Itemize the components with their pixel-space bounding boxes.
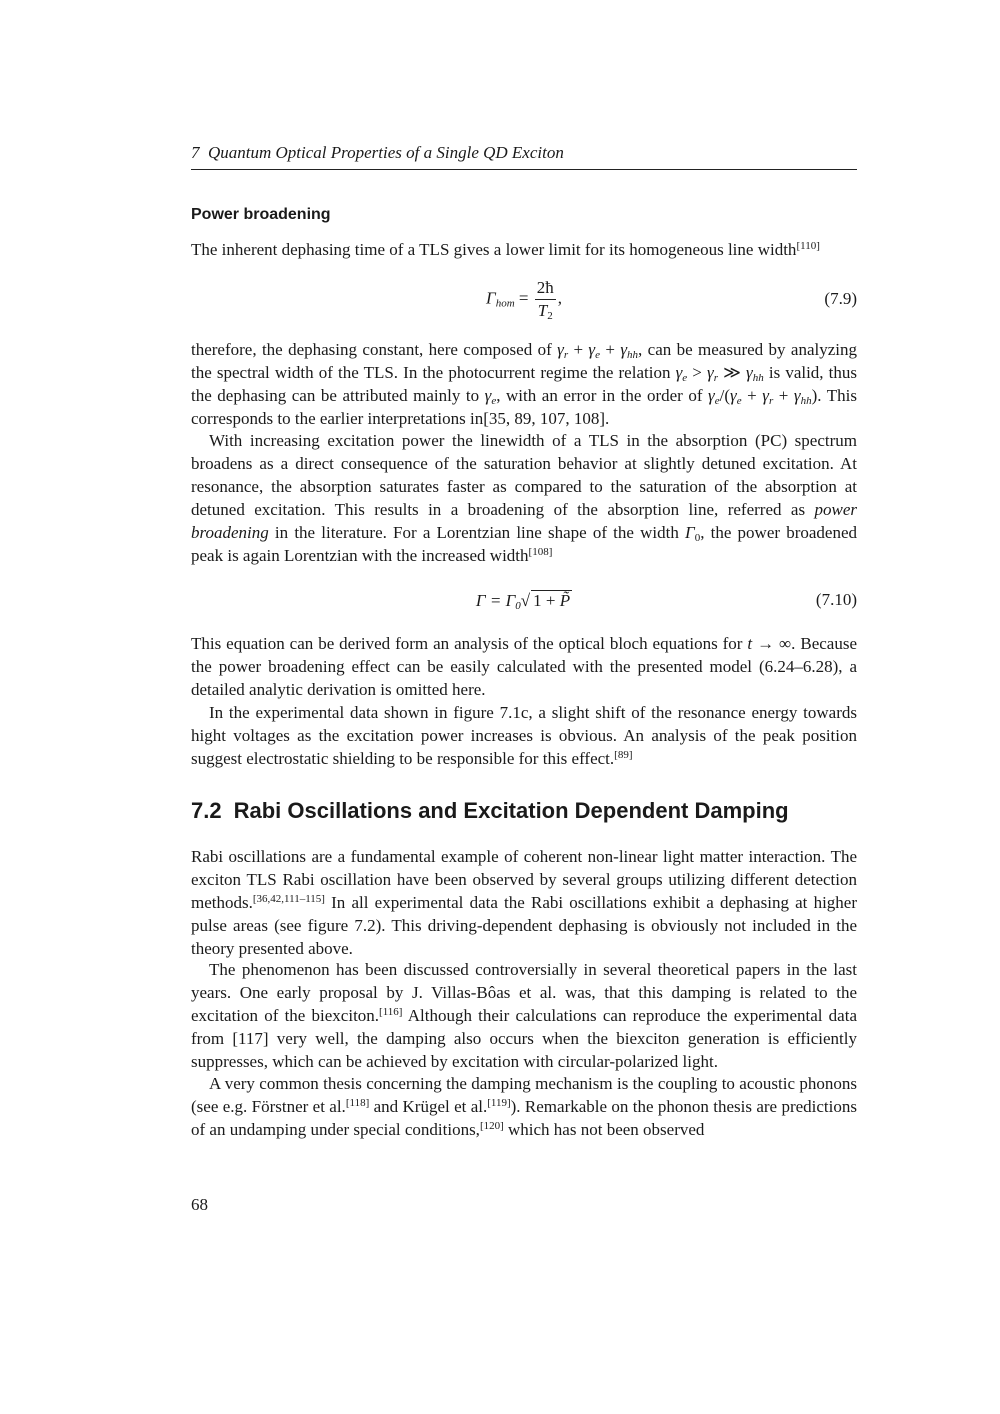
citation: [118]	[345, 1097, 370, 1109]
citation: [36,42,111–115]	[252, 893, 325, 905]
citation: [89]	[614, 749, 633, 761]
text-run: therefore, the dephasing constant, here composed of	[191, 340, 558, 359]
text-run: , with an error in the order of	[496, 386, 709, 405]
emphasis: power broadening	[191, 500, 857, 542]
eq-7-9-numerator: 2ħ	[535, 277, 556, 300]
text-run: in the literature. For a Lorentzian line shape of the width	[268, 523, 686, 542]
text-run: is valid, thus the dephasing can be attributed mainly to	[191, 363, 858, 405]
text-run: The phenomenon has been discussed controversially in several theoretical papers in the last years. One early proposal by J. Villas-Bôas et al. was, that this damping is related to the excitation of the biexciton.	[191, 960, 857, 1025]
page-number: 68	[191, 1195, 208, 1214]
paragraph-1	[191, 238, 857, 261]
text-run: With increasing excitation power the linewidth of a TLS in the absorption (PC) spectrum broadens as a direct consequence of the saturation behavior at slightly detuned excitation. At resonance, the absorption saturates faster as compared to the saturation of the absorption at detuned excitation. This results in a broadening of the absorption line, referred as	[191, 431, 857, 519]
text-run: , the power broadened peak is again Lorentzian with the increased width	[191, 523, 857, 565]
running-header	[191, 143, 857, 170]
text-run: , can be measured by analyzing the spectral width of the TLS. In the photocurrent regime the relation	[191, 340, 857, 382]
eq-7-9-lhs-sub: hom	[495, 297, 515, 310]
equation-number: (7.9)	[824, 289, 857, 308]
citation: [119]	[487, 1097, 511, 1109]
paragraph-7	[191, 958, 857, 1073]
text-run: . This corresponds to the earlier interpretations in[35, 89, 107, 108].	[191, 386, 857, 428]
section-heading	[191, 798, 789, 824]
citation: [110]	[796, 240, 820, 252]
paragraph-2: therefore, the dephasing constant, here composed of $\gamma_r + \gamma_e + \gamma_{hh}$, can be measured by analyzing the spectral width of the TLS. In the photocurrent regime the relation $\gamma_e > \gamma_r$ ≫ $\gamma_{hh}$ is valid, thus the dephasing can be attributed mainly to $\gamma_e$, with an error in the order of $\gamma_e/(\gamma_e + \gamma_r + \gamma_{hh})$. This corresponds to the earlier interpretations in[35, 89, 107, 108].	[191, 340, 858, 428]
section-number: 7.2	[191, 798, 222, 823]
paragraph-6	[191, 845, 857, 960]
text-run: In all experimental data the Rabi oscillations exhibit a dephasing at higher pulse areas (see figure 7.2). This driving-dependent dephasing is obviously not included in the theory presented above.	[191, 893, 857, 958]
paragraph-3: With increasing excitation power the linewidth of a TLS in the absorption (PC) spectrum broadens as a direct consequence of the saturation behavior at slightly detuned excitation. At resonance, the absorption saturates faster as compared to the saturation of the absorption at detuned excitation. This results in a broadening of the absorption line, referred as power broadening in the literature. For a Lorentzian line shape of the width $\Gamma_0$, the power broadened peak is again Lorentzian with the increased width[108]	[191, 431, 857, 565]
citation: [120]	[479, 1120, 504, 1132]
eq-7-9-fraction	[535, 277, 556, 322]
text-run: which has not been observed	[503, 1120, 705, 1139]
running-header-title: Quantum Optical Properties of a Single QD Exciton	[208, 143, 564, 162]
text-run: A very common thesis concerning the damping mechanism is the coupling to acoustic phonons (see e.g. Förstner et al.	[191, 1074, 857, 1116]
subsection-heading: Power broadening	[191, 206, 331, 223]
citation: [108]	[528, 546, 553, 558]
eq-7-9-denominator-sub: 2	[547, 310, 553, 322]
text-run: Although their calculations can reproduce the experimental data from [117] very well, the damping also occurs when the biexciton generation is efficiently suppresses, which can be achieved by excitation with circular-polarized light.	[191, 1006, 857, 1071]
text-run: In the experimental data shown in figure 7.1c, a slight shift of the resonance energy towards hight voltages as the excitation power increases is obvious. An analysis of the peak position suggest electrostatic shielding to be responsible for this effect.	[191, 703, 857, 768]
paragraph-1-text: The inherent dephasing time of a TLS gives a lower limit for its homogeneous line width	[191, 240, 797, 259]
eq-7-9-denominator: T	[537, 301, 548, 320]
text-run: . Because the power broadening effect can be easily calculated with the presented model (6.24–6.28), a detailed analytic derivation is omitted here.	[191, 634, 857, 699]
running-header-chapter: 7	[191, 143, 200, 162]
paragraph-4: This equation can be derived form an analysis of the optical bloch equations for t → ∞. Because the power broadening effect can be easily calculated with the presented model (6.24–6.28), a detailed analytic derivation is omitted here.	[191, 634, 857, 699]
text-run: This equation can be derived form an analysis of the optical bloch equations for	[191, 634, 748, 653]
eq-7-9-lhs: Γ	[486, 288, 496, 308]
equation-7-9: $\Gamma_{hom}$ = $\frac{2ħ}{T_2}$ , (7.9)	[486, 278, 857, 322]
paragraph-5	[191, 701, 857, 770]
equation-number: (7.10)	[815, 590, 857, 609]
text-run: and Krügel et al.	[369, 1097, 488, 1116]
citation: [116]	[379, 1006, 403, 1018]
section-title: Rabi Oscillations and Excitation Dependent Damping	[233, 798, 789, 823]
text-run: ). Remarkable on the phonon thesis are predictions of an undamping under special conditions,	[191, 1097, 857, 1139]
text-run: Rabi oscillations are a fundamental example of coherent non-linear light matter interaction. The exciton TLS Rabi oscillation have been observed by several groups utilizing different detection methods.	[191, 847, 857, 912]
paragraph-8	[191, 1072, 857, 1141]
equation-7-10: $\Gamma = \Gamma_0√$ 1 + P̃ (7.10)	[475, 590, 857, 612]
